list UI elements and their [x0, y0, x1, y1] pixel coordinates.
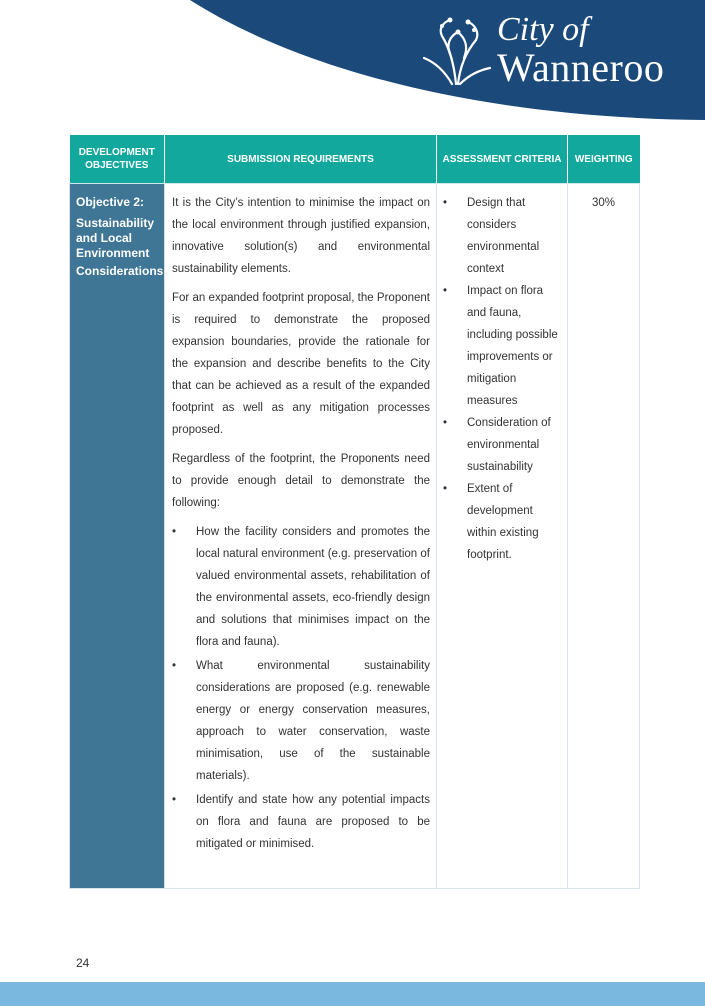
- wanneroo-logo-icon: [420, 14, 492, 86]
- footer-bar: [0, 982, 705, 1006]
- objective-title: Objective 2:: [76, 195, 145, 209]
- table-header-row: [70, 135, 640, 184]
- list-item: • Identify and state how any potential impacts on flora and fauna are proposed to be mitigated or minimised.: [172, 789, 430, 855]
- objective-subtitle-line: Sustainability: [76, 216, 155, 230]
- objective-subtitle: [76, 216, 164, 279]
- list-item: • Design that considers environmental context: [443, 192, 561, 280]
- weighting-cell: 30%: [568, 184, 640, 889]
- list-item: • Extent of development within existing footprint.: [443, 478, 561, 566]
- assessment-criteria-cell: [437, 184, 568, 889]
- submission-paragraph: Regardless of the footprint, the Proponents need to provide enough detail to demonstrate the following:: [172, 453, 430, 509]
- logo-text-wanneroo: Wanneroo: [497, 45, 665, 90]
- submission-paragraph: It is the City’s intention to minimise the impact on the local environment through justified expansion, innovative solution(s) and environmental sustainability elements.: [172, 197, 430, 275]
- list-item: • How the facility considers and promotes the local natural environment (e.g. preservation of valued environmental assets, rehabilitation of the environmental assets, eco-friendly design and solutions that minimises impact on the flora and fauna).: [172, 521, 430, 653]
- objective-subtitle-line: Environment: [76, 246, 150, 260]
- header-assessment-criteria: ASSESSMENT CRITERIA: [437, 135, 568, 184]
- submission-bullet-list: [172, 521, 430, 855]
- header-weighting: WEIGHTING: [568, 135, 640, 184]
- header-submission-requirements: SUBMISSION REQUIREMENTS: [165, 135, 437, 184]
- list-item: • Consideration of environmental sustainability: [443, 412, 561, 478]
- objective-subtitle-line: Considerations: [76, 264, 164, 278]
- logo-text-city-of: City of: [497, 11, 589, 48]
- submission-requirements-cell: [165, 184, 437, 889]
- page-number: 24: [76, 956, 90, 970]
- evaluation-criteria-table: [69, 135, 640, 889]
- objective-cell: [70, 184, 165, 889]
- header-development-objectives: DEVELOPMENT OBJECTIVES: [70, 135, 165, 184]
- list-item: • Impact on flora and fauna, including possible improvements or mitigation measures: [443, 280, 561, 412]
- criteria-list: [443, 192, 561, 566]
- submission-paragraph: For an expanded footprint proposal, the Proponent is required to demonstrate the proposed expansion boundaries, provide the rationale for the expansion and describe benefits to the City that can be achieved as a result of the expanded footprint as well as any mitigation processes proposed.: [172, 292, 430, 436]
- list-item: • What environmental sustainability considerations are proposed (e.g. renewable energy or energy conservation measures, approach to water conservation, waste minimisation, use of the sustainable materials).: [172, 655, 430, 787]
- objective-subtitle-line: and Local: [76, 231, 133, 245]
- table-row: [70, 184, 640, 889]
